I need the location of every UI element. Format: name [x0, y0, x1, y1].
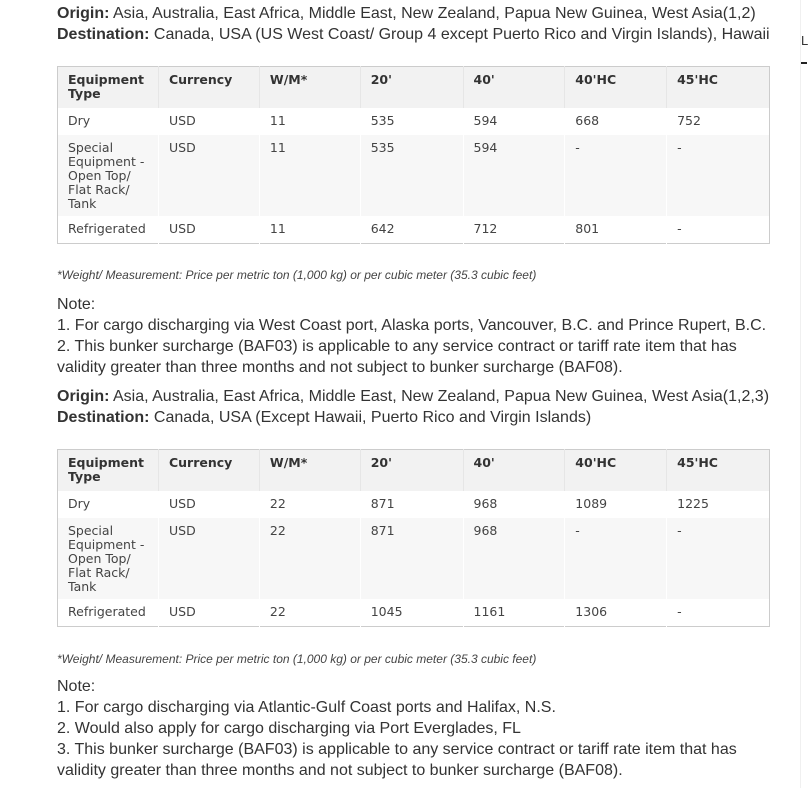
cell-type: Refrigerated [58, 599, 159, 626]
cell-40ft: 968 [463, 518, 565, 599]
col-header-currency: Currency [158, 450, 259, 492]
note-item: 2. Would also apply for cargo discharging via Port Everglades, FL [57, 720, 521, 737]
cell-40hc: - [565, 518, 667, 599]
sidebar-underline [801, 62, 807, 64]
section1-destination-line [57, 24, 770, 45]
section2-notes [57, 676, 770, 781]
cell-wm: 11 [259, 216, 360, 243]
section1-origin: Asia, Australia, East Africa, Middle East, New Zealand, Papua New Guinea, West Asia(1,2) [113, 5, 756, 22]
cell-wm: 22 [259, 518, 360, 599]
cell-wm: 22 [259, 491, 360, 518]
section1-notes [57, 294, 770, 378]
table-row [58, 135, 770, 216]
cell-currency: USD [158, 599, 259, 626]
col-header-wm: W/M* [259, 67, 360, 109]
table-header-row [58, 450, 770, 492]
cell-40hc: - [565, 135, 667, 216]
col-header-45hc: 45'HC [667, 67, 770, 109]
note-item: 1. For cargo discharging via West Coast port, Alaska ports, Vancouver, B.C. and Prince Rupert, B.C. [57, 317, 767, 334]
cell-type: Refrigerated [58, 216, 159, 243]
sidebar-divider [800, 0, 801, 788]
section2-destination-line [57, 407, 769, 428]
col-header-currency: Currency [158, 67, 259, 109]
section2-header [57, 386, 769, 428]
cell-20ft: 871 [360, 491, 463, 518]
cell-45hc: - [667, 135, 770, 216]
col-header-45hc: 45'HC [667, 450, 770, 492]
col-header-40ft: 40' [463, 450, 565, 492]
note-item: 1. For cargo discharging via Atlantic-Gulf Coast ports and Halifax, N.S. [57, 699, 556, 716]
section1-footnote: *Weight/ Measurement: Price per metric ton (1,000 kg) or per cubic meter (35.3 cubic feet) [57, 268, 537, 282]
cell-45hc: - [677, 604, 682, 619]
cell-45hc: 752 [677, 113, 701, 128]
table-row [58, 518, 770, 599]
section2-destination: Canada, USA (Except Hawaii, Puerto Rico and Virgin Islands) [153, 409, 592, 426]
table-row [58, 216, 770, 243]
cell-40ft: 1161 [463, 599, 565, 626]
cell-20ft: 871 [360, 518, 463, 599]
section2-rate-table [57, 449, 770, 627]
cell-20ft: 535 [360, 108, 463, 135]
section2-origin-line [57, 386, 769, 407]
col-header-20ft: 20' [360, 450, 463, 492]
col-header-wm: W/M* [259, 450, 360, 492]
cell-40hc: 668 [565, 108, 667, 135]
section1-header [57, 3, 770, 45]
section2-origin: Asia, Australia, East Africa, Middle East, New Zealand, Papua New Guinea, West Asia(1,2,3) [113, 388, 770, 405]
cell-currency: USD [158, 108, 259, 135]
cell-20ft: 642 [360, 216, 463, 243]
cell-wm: 22 [259, 599, 360, 626]
note-label: Note: [57, 296, 96, 313]
cell-currency: USD [158, 216, 259, 243]
col-header-40ft: 40' [463, 67, 565, 109]
cell-40ft: 968 [463, 491, 565, 518]
table-row [58, 599, 770, 626]
origin-label: Origin: [57, 388, 110, 405]
cell-20ft: 1045 [360, 599, 463, 626]
cell-currency: USD [158, 518, 259, 599]
note-item: 2. This bunker surcharge (BAF03) is applicable to any service contract or tariff rate item that has validity greater than three months and not subject to bunker surcharge (BAF08). [57, 338, 737, 376]
cell-20ft: 535 [360, 135, 463, 216]
cell-wm: 11 [259, 135, 360, 216]
cell-type: Special Equipment - Open Top/ Flat Rack/ Tank [58, 135, 159, 216]
cell-45hc: - [667, 518, 770, 599]
cell-type: Dry [58, 108, 159, 135]
cell-45hc: 1225 [677, 496, 709, 511]
note-item: 3. This bunker surcharge (BAF03) is applicable to any service contract or tariff rate item that has validity greater than three months and not subject to bunker surcharge (BAF08). [57, 741, 737, 779]
section1-destination: Canada, USA (US West Coast/ Group 4 except Puerto Rico and Virgin Islands), Hawaii [153, 26, 770, 43]
note-label: Note: [57, 678, 96, 695]
cell-40hc: 801 [565, 216, 667, 243]
origin-label: Origin: [57, 5, 110, 22]
destination-label: Destination: [57, 26, 150, 43]
col-header-40hc: 40'HC [565, 450, 667, 492]
cell-type: Dry [58, 491, 159, 518]
cell-40ft: 594 [463, 108, 565, 135]
section1-rate-table [57, 66, 770, 244]
col-header-equipment-type: Equipment Type [58, 450, 159, 492]
cell-40hc: 1306 [565, 599, 667, 626]
cell-45hc: - [677, 221, 682, 236]
destination-label: Destination: [57, 409, 150, 426]
section2-footnote: *Weight/ Measurement: Price per metric ton (1,000 kg) or per cubic meter (35.3 cubic feet) [57, 652, 537, 666]
cell-40ft: 712 [463, 216, 565, 243]
table-row [58, 108, 770, 135]
col-header-equipment-type: Equipment Type [58, 67, 159, 109]
sidebar-clipped-text: L [801, 33, 808, 48]
cell-wm: 11 [259, 108, 360, 135]
cell-type: Special Equipment - Open Top/ Flat Rack/ Tank [58, 518, 159, 599]
cell-40ft: 594 [463, 135, 565, 216]
section1-origin-line [57, 3, 770, 24]
col-header-20ft: 20' [360, 67, 463, 109]
col-header-40hc: 40'HC [565, 67, 667, 109]
cell-currency: USD [158, 135, 259, 216]
cell-currency: USD [158, 491, 259, 518]
table-header-row [58, 67, 770, 109]
table-row [58, 491, 770, 518]
cell-40hc: 1089 [565, 491, 667, 518]
